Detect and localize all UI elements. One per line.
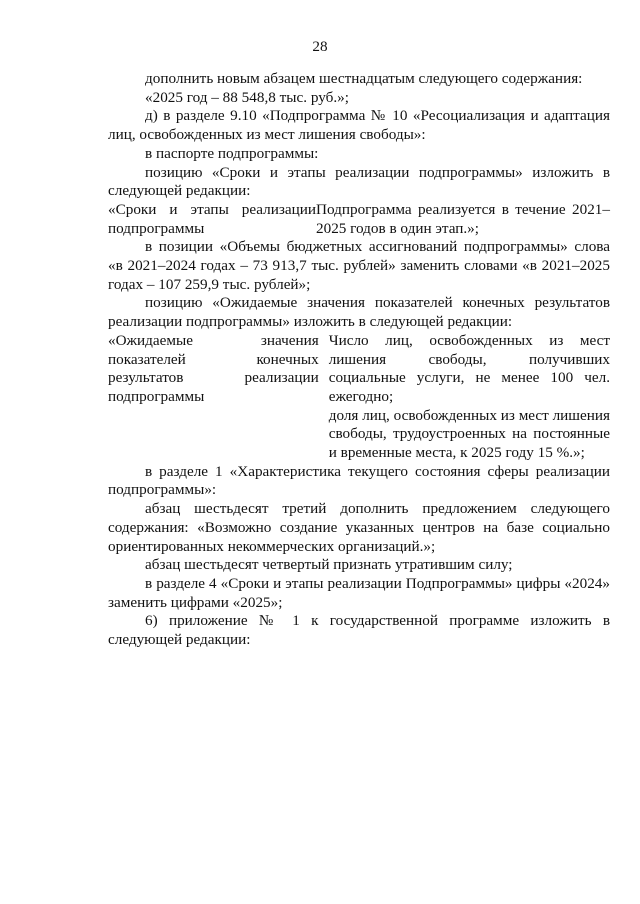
paragraph: 6) приложение № 1 к государственной программе изложить в следующей редакции: — [108, 612, 610, 649]
results-label-line: подпрограммы — [108, 387, 205, 405]
paragraph: позицию «Ожидаемые значения показателей конечных результатов реализации подпрограммы» изложить в следующей редакции: — [108, 294, 610, 331]
results-label-line: показателей конечных — [108, 350, 319, 368]
results-table — [108, 332, 610, 463]
paragraph: в разделе 4 «Сроки и этапы реализации Подпрограммы» цифры «2024» заменить цифрами «2025»; — [108, 574, 610, 611]
results-item: доля лиц, освобожденных из мест лишения свободы, трудоустроенных на постоянные и временные места, к 2025 году 15 %.»; — [328, 406, 610, 462]
paragraph: абзац шестьдесят четвертый признать утратившим силу; — [145, 556, 513, 574]
srok-row-value: Подпрограмма реализуется в течение 2021–2025 годов в один этап.»; — [316, 200, 610, 237]
document-body — [108, 70, 610, 650]
paragraph: в позиции «Объемы бюджетных ассигнований подпрограммы» слова «в 2021–2024 годах – 73 913,7 тыс. рублей» заменить словами «в 2021–2025 годах – 107 259,9 тыс. рублей»; — [108, 238, 610, 293]
paragraph: позицию «Сроки и этапы реализации подпрограммы» изложить в следующей редакции: — [108, 163, 610, 200]
results-table-value — [319, 332, 610, 463]
results-table-label — [108, 332, 319, 463]
page-number: 28 — [312, 38, 328, 55]
paragraph: абзац шестьдесят третий дополнить предложением следующего содержания: «Возможно создание указанных центров на базе социально ориентированных некоммерческих организаций.»; — [108, 500, 610, 555]
results-item: Число лиц, освобожденных из мест лишения свободы, получивших социальные услуги, не менее 100 чел. ежегодно; — [328, 331, 610, 405]
paragraph: в разделе 1 «Характеристика текущего состояния сферы реализации подпрограммы»: — [108, 462, 610, 499]
paragraph: «2025 год – 88 548,8 тыс. руб.»; — [145, 88, 349, 106]
results-label-line: «Ожидаемые значения — [108, 331, 319, 349]
paragraph: д) в разделе 9.10 «Подпрограмма № 10 «Ресоциализация и адаптация лиц, освобожденных из мест лишения свободы»: — [108, 107, 610, 144]
paragraph: дополнить новым абзацем шестнадцатым следующего содержания: — [145, 70, 583, 87]
paragraph: в паспорте подпрограммы: — [145, 144, 319, 162]
srok-row-label: «Сроки и этапы реализации подпрограммы — [108, 200, 316, 237]
srok-row — [108, 201, 610, 238]
results-label-line: результатов реализации — [108, 369, 319, 387]
